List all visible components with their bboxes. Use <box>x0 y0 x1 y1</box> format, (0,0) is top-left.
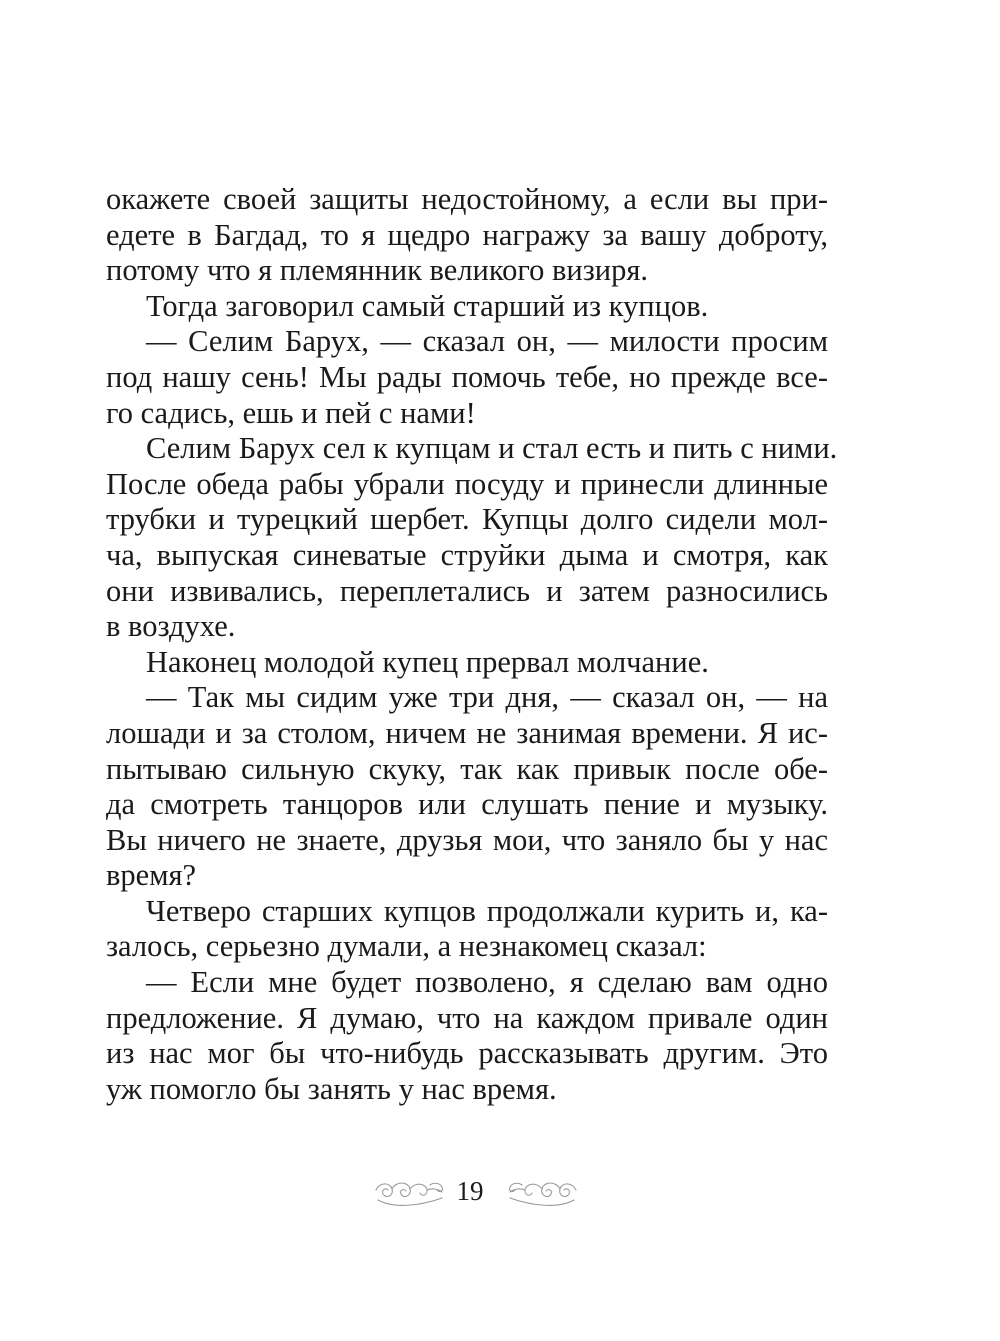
text-line: — Селим Барух, — сказал он, — милости просим <box>146 324 828 359</box>
text-line: Четверо старших купцов продолжали курить и, ка- <box>146 893 828 928</box>
page-number: 19 <box>456 1176 484 1206</box>
text-line: ча, выпуская синеватые струйки дыма и смотря, как <box>106 537 828 572</box>
text-line: — Так мы сидим уже три дня, — сказал он, — на <box>146 680 828 715</box>
text-line: Наконец молодой купец прервал молчание. <box>146 644 709 679</box>
text-line: лошади и за столом, ничем не занимая времени. Я ис- <box>106 715 828 750</box>
text-line: в воздухе. <box>106 609 236 644</box>
text-line: под нашу сень! Мы рады помочь тебе, но прежде все- <box>106 359 828 394</box>
text-line: трубки и турецкий шербет. Купцы долго сидели мол- <box>106 502 828 537</box>
text-line: предложение. Я думаю, что на каждом привале один <box>106 1000 828 1035</box>
page-footer <box>0 1170 1000 1220</box>
text-line: — Если мне будет позволено, я сделаю вам одно <box>146 965 828 1000</box>
text-line: Селим Барух сел к купцам и стал есть и пить с ними. <box>146 431 838 466</box>
right-flourish-ornament <box>500 1174 580 1210</box>
text-line: потому что я племянник великого визиря. <box>106 253 649 288</box>
text-line: го садись, ешь и пей с нами! <box>106 395 476 430</box>
text-line: залось, серьезно думали, а незнакомец сказал: <box>106 929 707 964</box>
text-line: они извивались, переплетались и затем разносились <box>106 573 828 608</box>
page-body-text <box>106 182 838 1107</box>
text-line: из нас мог бы что-нибудь рассказывать другим. Это <box>106 1036 828 1071</box>
text-line: время? <box>106 858 197 893</box>
text-line: да смотреть танцоров или слушать пение и музыку. <box>106 787 828 822</box>
text-line: уж помогло бы занять у нас время. <box>106 1071 557 1106</box>
text-line: пытываю сильную скуку, так как привык после обе- <box>106 751 828 786</box>
text-line: Тогда заговорил самый старший из купцов. <box>146 288 709 323</box>
text-line: Вы ничего не знаете, друзья мои, что заняло бы у нас <box>106 822 828 857</box>
text-line: едете в Багдад, то я щедро награжу за вашу доброту, <box>106 217 828 252</box>
text-line: После обеда рабы убрали посуду и принесли длинные <box>106 466 828 501</box>
text-line: окажете своей защиты недостойному, а если вы при- <box>106 182 828 216</box>
